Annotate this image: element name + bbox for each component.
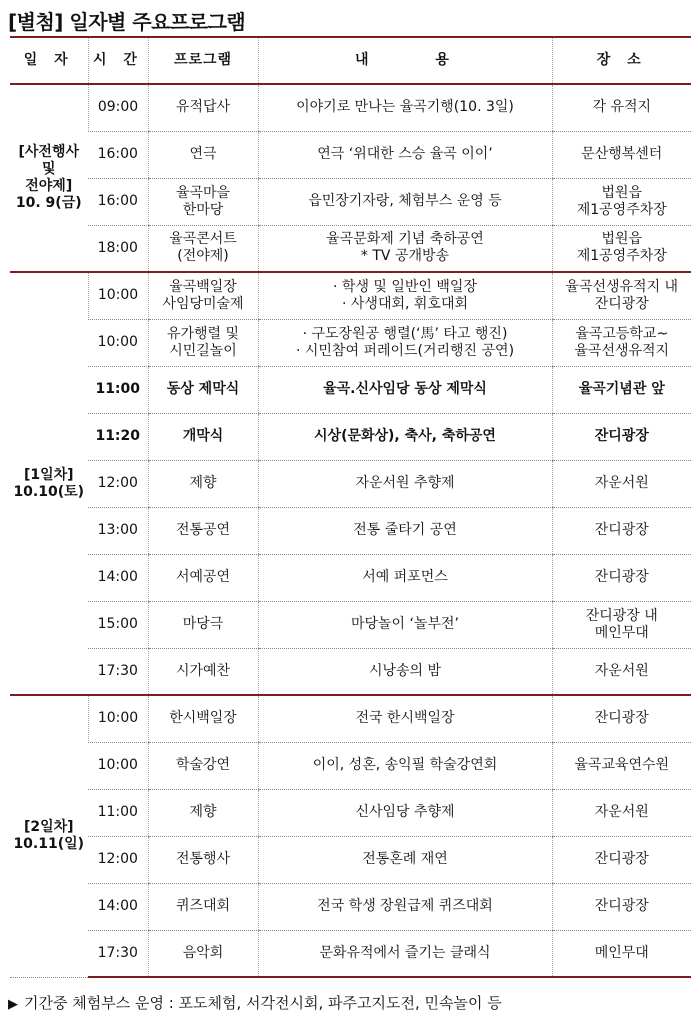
table-row: [10, 930, 691, 977]
header-place: 장 소: [552, 37, 691, 84]
place-line: 법원읍: [601, 184, 643, 201]
program-line: 율곡콘서트: [169, 231, 237, 248]
content-line: 마당놀이 ‘놀부전’: [350, 616, 460, 632]
table-row: [10, 695, 691, 742]
table-row: [10, 460, 691, 507]
table-row: [10, 131, 691, 178]
content-line: 이이, 성혼, 송익필 학술강연회: [312, 757, 498, 773]
place-cell: [552, 507, 691, 554]
program-line: 전통행사: [175, 851, 231, 867]
content-line: 전국 한시백일장: [355, 710, 455, 727]
program-cell: [148, 695, 258, 742]
program-line: 연극: [189, 146, 217, 162]
place-line: 잔디광장: [594, 898, 649, 914]
program-cell: [148, 883, 258, 930]
program-line: 퀴즈대회: [175, 898, 231, 914]
triangle-marker-icon: ▶: [8, 997, 18, 1012]
program-line: 한마당: [182, 201, 224, 218]
table-row: [10, 601, 691, 648]
content-cell: [258, 930, 552, 977]
program-line: 한시백일장: [169, 710, 237, 727]
place-line: 자운서원: [594, 662, 649, 679]
place-line: 메인무대: [594, 944, 649, 961]
place-line: 율곡선생유적지: [574, 342, 670, 359]
content-cell: [258, 554, 552, 601]
content-cell: [258, 131, 552, 178]
table-row: [10, 554, 691, 601]
time-cell: 11:00: [88, 366, 148, 413]
page-title: [별첨] 일자별 주요프로그램: [8, 10, 246, 34]
place-line: 잔디광장 내: [585, 607, 658, 624]
time-cell: 12:00: [88, 460, 148, 507]
table-row: [10, 272, 691, 319]
place-cell: [552, 554, 691, 601]
content-line: * TV 공개방송: [360, 248, 450, 265]
program-cell: [148, 554, 258, 601]
program-line: 제향: [189, 804, 217, 820]
program-line: (전야제): [177, 248, 229, 265]
place-cell: [552, 366, 691, 413]
schedule-table: [10, 36, 691, 978]
time-cell: 10:00: [88, 742, 148, 789]
place-line: 잔디광장: [594, 710, 649, 727]
day-line: 10.10(토): [13, 483, 85, 500]
footer-text: 기간중 체험부스 운영 : 포도체험, 서각전시회, 파주고지도전, 민속놀이 등: [24, 994, 502, 1012]
place-line: 잔디광장: [594, 428, 649, 444]
day-cell: [10, 272, 88, 695]
header-date: 일 자: [10, 37, 88, 84]
place-cell: [552, 84, 691, 131]
time-cell: 16:00: [88, 178, 148, 225]
place-line: 각 유적지: [592, 99, 652, 116]
place-line: 제1공영주차장: [576, 201, 667, 218]
time-cell: 15:00: [88, 601, 148, 648]
content-cell: [258, 836, 552, 883]
program-cell: [148, 366, 258, 413]
program-cell: [148, 178, 258, 225]
time-cell: 11:20: [88, 413, 148, 460]
day-cell: [10, 84, 88, 272]
day-line: 10.11(일): [13, 836, 85, 853]
content-cell: [258, 272, 552, 319]
place-line: 율곡교육연수원: [574, 757, 670, 773]
program-cell: [148, 836, 258, 883]
table-row: [10, 883, 691, 930]
content-line: 신사임당 추향제: [355, 804, 455, 820]
content-line: 읍민장기자랑, 체험부스 운영 등: [308, 193, 502, 209]
content-line: 시낭송의 밤: [368, 662, 442, 679]
time-cell: 17:30: [88, 648, 148, 695]
content-cell: [258, 460, 552, 507]
place-line: 제1공영주차장: [576, 248, 667, 265]
place-cell: [552, 413, 691, 460]
program-line: 마당극: [182, 616, 224, 632]
table-row: [10, 789, 691, 836]
program-line: 동상 제막식: [166, 381, 240, 397]
place-cell: [552, 225, 691, 272]
place-line: 메인무대: [594, 624, 649, 641]
table-row: [10, 84, 691, 131]
program-line: 율곡백일장: [169, 278, 237, 295]
table-row: [10, 366, 691, 413]
content-line: 전국 학생 장원급제 퀴즈대회: [317, 898, 493, 914]
content-cell: [258, 789, 552, 836]
time-cell: 18:00: [88, 225, 148, 272]
place-cell: [552, 836, 691, 883]
place-cell: [552, 648, 691, 695]
program-line: 개막식: [182, 428, 224, 444]
time-cell: 10:00: [88, 272, 148, 319]
place-cell: [552, 742, 691, 789]
table-row: [10, 178, 691, 225]
time-cell: 16:00: [88, 131, 148, 178]
program-line: 율곡마을: [175, 184, 231, 201]
place-line: 법원읍: [601, 231, 643, 248]
content-cell: [258, 366, 552, 413]
time-cell: 11:00: [88, 789, 148, 836]
place-cell: [552, 601, 691, 648]
program-cell: [148, 413, 258, 460]
day-line: [2일차]: [23, 819, 74, 836]
content-line: 문화유적에서 즐기는 클래식: [319, 944, 491, 961]
program-cell: [148, 789, 258, 836]
program-cell: [148, 225, 258, 272]
program-cell: [148, 648, 258, 695]
content-line: 율곡문화제 기념 축하공연: [326, 231, 484, 248]
table-row: [10, 319, 691, 366]
header-program: 프로그램: [148, 37, 258, 84]
table-row: [10, 225, 691, 272]
program-line: 사임당미술제: [162, 295, 244, 312]
content-line: 이야기로 만나는 율곡기행(10. 3일): [296, 99, 514, 116]
content-cell: [258, 178, 552, 225]
place-cell: [552, 789, 691, 836]
content-line: 율곡.신사임당 동상 제막식: [323, 381, 487, 397]
content-line: · 사생대회, 휘호대회: [342, 295, 468, 312]
program-line: 음악회: [182, 944, 224, 961]
content-cell: [258, 742, 552, 789]
program-cell: [148, 601, 258, 648]
place-line: 잔디광장: [594, 522, 649, 538]
time-cell: 12:00: [88, 836, 148, 883]
table-row: [10, 742, 691, 789]
program-cell: [148, 131, 258, 178]
day-line: 전야제]: [25, 178, 73, 194]
time-cell: 09:00: [88, 84, 148, 131]
program-cell: [148, 460, 258, 507]
place-line: 잔디광장: [594, 295, 649, 312]
day-line: [1일차]: [23, 466, 74, 483]
program-line: 유적답사: [175, 99, 231, 116]
day-cell: [10, 695, 88, 977]
place-cell: [552, 319, 691, 366]
time-cell: 17:30: [88, 930, 148, 977]
content-cell: [258, 601, 552, 648]
content-line: 자운서원 추향제: [355, 475, 455, 491]
content-cell: [258, 695, 552, 742]
content-cell: [258, 225, 552, 272]
program-cell: [148, 930, 258, 977]
table-row: [10, 648, 691, 695]
place-line: 문산행복센터: [581, 146, 663, 162]
content-line: · 시민참여 퍼레이드(거리행진 공연): [295, 342, 515, 359]
program-line: 서예공연: [175, 569, 231, 585]
place-line: 율곡고등학교~: [575, 325, 669, 342]
table-header-row: [10, 37, 691, 84]
place-line: 율곡선생유적지 내: [565, 278, 679, 295]
program-cell: [148, 84, 258, 131]
program-cell: [148, 742, 258, 789]
program-line: 유가행렬 및: [166, 325, 240, 342]
content-line: 전통 줄타기 공연: [353, 522, 457, 538]
content-cell: [258, 319, 552, 366]
program-line: 시민길놀이: [169, 342, 237, 359]
header-content: 내 용: [258, 37, 552, 84]
place-line: 율곡기념관 앞: [578, 381, 665, 397]
program-line: 제향: [189, 475, 217, 491]
place-line: 잔디광장: [594, 851, 649, 867]
content-line: 서예 퍼포먼스: [362, 569, 448, 585]
content-line: 시상(문화상), 축사, 축하공연: [314, 428, 496, 444]
place-cell: [552, 883, 691, 930]
place-cell: [552, 695, 691, 742]
place-cell: [552, 272, 691, 319]
day-line: [사전행사: [18, 144, 79, 160]
place-line: 자운서원: [594, 475, 649, 491]
table-row: [10, 413, 691, 460]
place-line: 잔디광장: [594, 569, 649, 585]
table-row: [10, 836, 691, 883]
program-line: 전통공연: [175, 522, 231, 538]
time-cell: 13:00: [88, 507, 148, 554]
content-cell: [258, 413, 552, 460]
program-cell: [148, 319, 258, 366]
time-cell: 14:00: [88, 883, 148, 930]
day-line: 및: [41, 161, 56, 177]
place-cell: [552, 131, 691, 178]
content-cell: [258, 883, 552, 930]
footer-note: [8, 992, 502, 1013]
place-cell: [552, 460, 691, 507]
content-cell: [258, 507, 552, 554]
content-line: 연극 ‘위대한 스승 율곡 이이’: [317, 146, 493, 162]
time-cell: 14:00: [88, 554, 148, 601]
place-cell: [552, 930, 691, 977]
header-time: 시 간: [88, 37, 148, 84]
program-line: 학술강연: [175, 757, 231, 773]
program-line: 시가예찬: [175, 662, 231, 679]
time-cell: 10:00: [88, 695, 148, 742]
program-cell: [148, 507, 258, 554]
content-line: · 학생 및 일반인 백일장: [333, 278, 477, 295]
content-line: 전통혼례 재연: [362, 851, 448, 867]
content-cell: [258, 648, 552, 695]
table-row: [10, 507, 691, 554]
place-line: 자운서원: [594, 804, 649, 820]
content-line: · 구도장원공 행렬(‘馬’ 타고 행진): [302, 325, 508, 342]
place-cell: [552, 178, 691, 225]
content-cell: [258, 84, 552, 131]
time-cell: 10:00: [88, 319, 148, 366]
day-line: 10. 9(금): [15, 195, 82, 211]
program-cell: [148, 272, 258, 319]
